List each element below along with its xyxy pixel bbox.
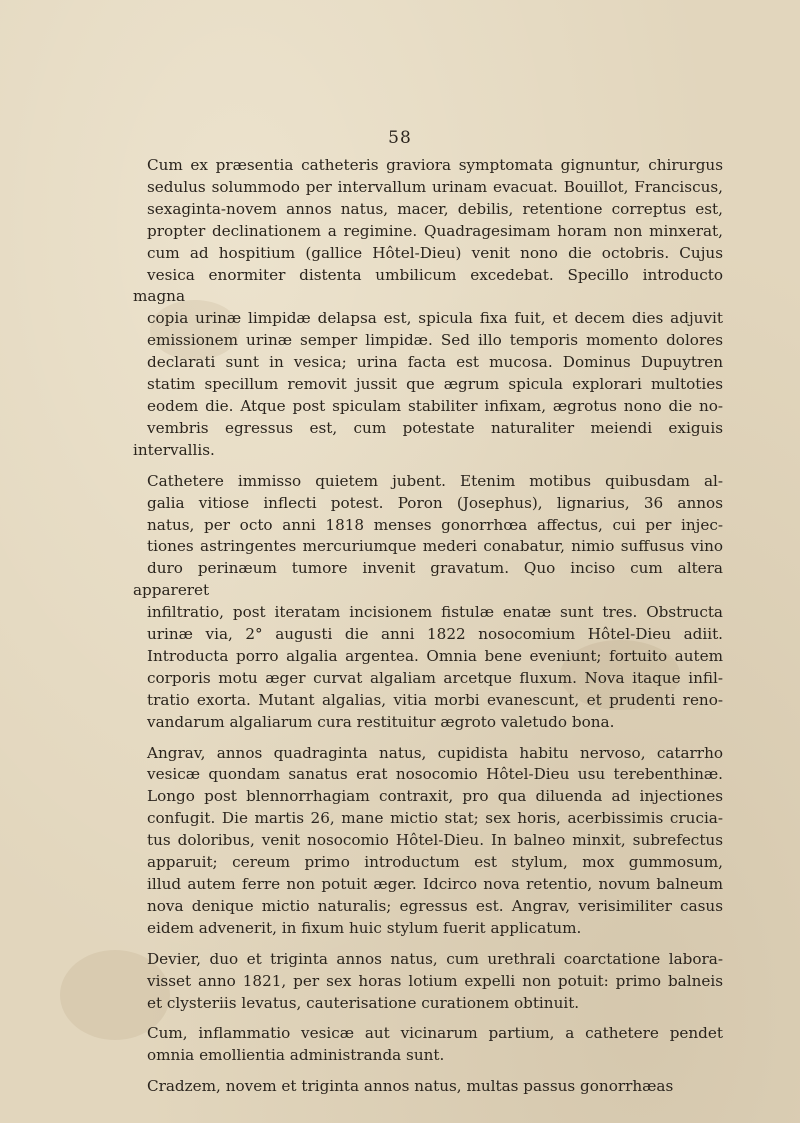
text-line: Cum ex præsentia catheteris graviora symptomata gignuntur, chirurgus (147, 156, 723, 174)
text-line: confugit. Die martis 26, mane mictio stat; sex horis, acerbissimis crucia- (147, 809, 723, 828)
text-line: corporis motu æger curvat algaliam arcetque fluxum. Nova itaque infil- (147, 668, 723, 687)
text-line: vesica enormiter distenta umbilicum excedebat. Specillo introducto magna (133, 265, 723, 306)
text-line: declarati sunt in vesica; urina facta est mucosa. Dominus Dupuytren (147, 353, 723, 372)
text-line: cum ad hospitium (gallice Hôtel-Dieu) venit nono die octobris. Cujus (147, 243, 723, 262)
text-line: apparuit; cereum primo introductum est stylum, mox gummosum, (147, 853, 723, 872)
text-line: et clysteriis levatus, cauterisatione curationem obtinuit. (147, 993, 580, 1012)
text-line: tiones astringentes mercuriumque mederi conabatur, nimio suffusus vino (147, 537, 723, 556)
text-line: tus doloribus, venit nosocomio Hôtel-Dieu. In balneo minxit, subrefectus (147, 831, 723, 850)
text-line: natus, per octo anni 1818 menses gonorrhœa affectus, cui per injec- (147, 515, 723, 534)
text-line: urinæ via, 2° augusti die anni 1822 nosocomium Hôtel-Dieu adiit. (147, 625, 723, 644)
text-line: galia vitiose inflecti potest. Poron (Josephus), lignarius, 36 annos (147, 493, 723, 512)
text-line: vembris egressus est, cum potestate naturaliter meiendi exiguis intervallis. (133, 418, 723, 459)
text-line: Cathetere immisso quietem jubent. Etenim motibus quibusdam al- (147, 471, 723, 490)
text-line: emissionem urinæ semper limpidæ. Sed illo temporis momento dolores (147, 331, 723, 350)
page-number: 58 (388, 128, 412, 148)
text-line: omnia emollientia administranda sunt. (147, 1046, 445, 1065)
text-line: sedulus solummodo per intervallum urinam evacuat. Bouillot, Franciscus, (147, 177, 723, 196)
text-line: Devier, duo et triginta annos natus, cum urethrali coarctatione labora- (147, 949, 723, 968)
text-line: eodem die. Atque post spiculam stabiliter infixam, ægrotus nono die no- (147, 396, 723, 415)
body-text (133, 155, 723, 1107)
text-line: statim specillum removit jussit que ægrum spicula explorari multoties (147, 375, 723, 394)
text-line: Cum, inflammatio vesicæ aut vicinarum partium, a cathetere pendet (147, 1024, 723, 1043)
text-line: copia urinæ limpidæ delapsa est, spicula fixa fuit, et decem dies adjuvit (147, 309, 723, 328)
text-line: vandarum algaliarum cura restituitur ægroto valetudo bona. (147, 712, 615, 731)
paragraph (133, 1023, 723, 1067)
paragraph (133, 743, 723, 940)
paragraph (133, 1076, 723, 1098)
text-line: illud autem ferre non potuit æger. Idcirco nova retentio, novum balneum (147, 875, 723, 893)
text-line: nova denique mictio naturalis; egressus est. Angrav, verisimiliter casus (147, 896, 723, 915)
text-line: propter declinationem a regimine. Quadragesimam horam non minxerat, (147, 221, 723, 240)
paragraph (133, 949, 723, 1015)
text-line: vesicæ quondam sanatus erat nosocomio Hôtel-Dieu usu terebenthinæ. (147, 765, 723, 784)
text-line: Cradzem, novem et triginta annos natus, multas passus gonorrhæas (147, 1077, 674, 1096)
text-line: infiltratio, post iteratam incisionem fistulæ enatæ sunt tres. Obstructa (147, 603, 723, 622)
text-line: tratio exorta. Mutant algalias, vitia morbi evanescunt, et prudenti reno- (147, 690, 723, 709)
paragraph (133, 155, 723, 462)
text-line: Introducta porro algalia argentea. Omnia bene eveniunt; fortuito autem (147, 646, 723, 665)
text-line: sexaginta-novem annos natus, macer, debilis, retentione correptus est, (147, 199, 723, 218)
text-line: Longo post blennorrhagiam contraxit, pro qua diluenda ad injectiones (147, 787, 723, 806)
text-line: duro perinæum tumore invenit gravatum. Quo inciso cum altera appareret (133, 559, 723, 600)
text-line: Angrav, annos quadraginta natus, cupidista habitu nervoso, catarrho (147, 743, 723, 762)
text-line: eidem advenerit, in fixum huic stylum fuerit applicatum. (147, 918, 582, 937)
text-line: visset anno 1821, per sex horas lotium expelli non potuit: primo balneis (147, 971, 723, 990)
paragraph (133, 471, 723, 734)
